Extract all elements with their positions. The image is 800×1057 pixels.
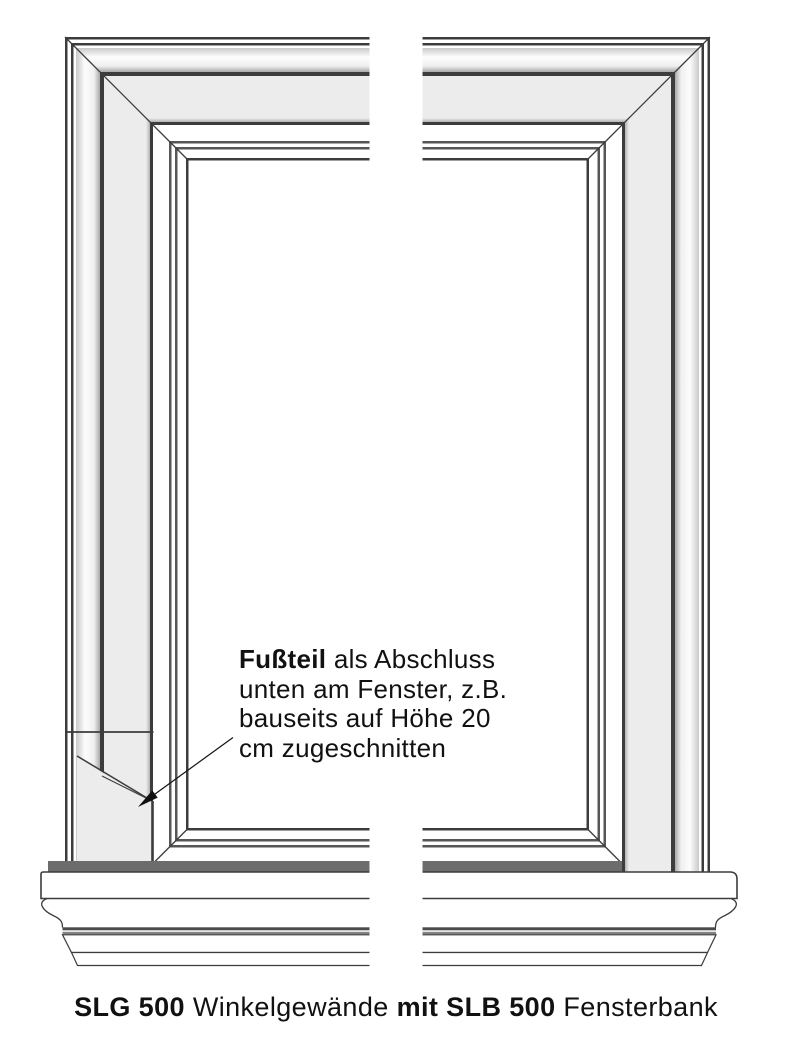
caption-product-1: SLG 500 [74,992,185,1022]
break-gap [370,30,423,971]
annotation-line-1: Fußteil als Abschluss [239,644,496,674]
annotation-bold-term: Fußteil [239,644,327,674]
annotation-line-4: cm zugeschnitten [239,732,447,763]
annotation-line-3: bauseits auf Höhe 20 [239,703,491,733]
caption: SLG 500 Winkelgewände mit SLB 500 Fensterbank [74,992,718,1022]
annotation-fussteil [239,645,507,763]
sill-top-surface [48,861,622,872]
annotation-line-2: unten am Fenster, z.B. [239,673,508,704]
caption-product-2: mit SLB 500 [396,992,556,1022]
